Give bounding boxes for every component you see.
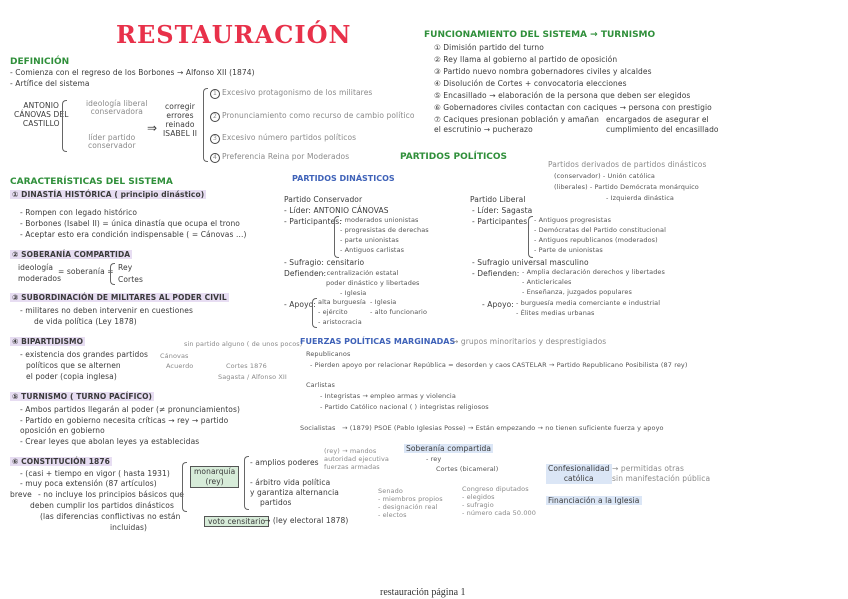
c4-side-4: Cortes 1876 [226, 362, 267, 370]
c6-rey-text: (rey) [205, 477, 224, 486]
page-title: RESTAURACIÓN [116, 20, 352, 49]
lider-l1: líder partido [88, 133, 136, 142]
c4-title: ④ BIPARTIDISMO [12, 337, 84, 346]
conservador-lider: - Líder: ANTONIO CÁNOVAS [284, 206, 389, 215]
congreso-block [462, 485, 536, 517]
arrow-icon: ⇒ [147, 121, 158, 135]
corregir-l3: reinado [165, 120, 195, 129]
liberal-part-4: - Parte de unionistas [534, 246, 603, 254]
c6-line-5: (las diferencias conflictivas no están [40, 512, 181, 521]
c2-brace [110, 263, 115, 285]
c4-line-3: el poder (copia inglesa) [26, 372, 117, 381]
liberal-part-brace [528, 216, 533, 258]
antonio-l1: ANTONIO [23, 101, 60, 110]
confesionalidad-note-l2: sin manifestación pública [612, 474, 711, 483]
marginadas-sub: → grupos minoritarios y desprestigiados [452, 337, 607, 346]
error-4: 4 Preferencia Reina por Moderados [210, 152, 349, 163]
liberal-defienden: - Defienden: [472, 269, 520, 278]
error-1: 1 Excesivo protagonismo de los militares [210, 88, 372, 99]
derivados-heading: Partidos derivados de partidos dinásticos [548, 160, 707, 169]
func-note [606, 115, 719, 135]
caracteristicas-heading: CARACTERÍSTICAS DEL SISTEMA [10, 177, 173, 187]
c6-voto: voto censitario [204, 516, 269, 527]
c6-arbitro-l3: partidos [260, 498, 292, 507]
republicanos-2: CASTELAR → Partido Republicano Posibilista (87 rey) [512, 361, 688, 369]
republicanos-1: - Pierden apoyo por relacionar República = desorden y caos [310, 361, 511, 369]
soberania-title: Soberanía compartida [406, 444, 492, 453]
conservador-ap-2: - ejército [318, 308, 348, 316]
func-item-5: ⑤ Encasillado → elaboración de la persona que deben ser elegidos [434, 91, 691, 100]
conservador-part-3: - parte unionistas [340, 236, 399, 244]
liberal-part-2: - Demócratas del Partido constitucional [534, 226, 666, 234]
senado-l1: Senado [378, 487, 403, 495]
c6-arbitro [250, 478, 339, 508]
c1-line-1: - Rompen con legado histórico [20, 208, 138, 217]
conservador-ap-5: - alto funcionario [370, 308, 428, 316]
conservador-def-3: - Iglesia [340, 289, 367, 297]
liberal-def-2: - Anticlericales [522, 278, 572, 286]
c5-title: ⑤ TURNISMO ( TURNO PACÍFICO) [12, 392, 153, 401]
ideologia-l1: ideología liberal [86, 99, 148, 108]
ideologia-l2: conservadora [90, 107, 143, 116]
func-item-1: ① Dimisión partido del turno [434, 43, 544, 52]
liberal-part: - Participantes: [472, 217, 530, 226]
c4-line-1: - existencia dos grandes partidos [20, 350, 149, 359]
senado-l2: - miembros propios [378, 495, 443, 503]
conservador-ap-1: alta burguesía [318, 298, 367, 306]
conservador-apoyo: - Apoyo: [284, 300, 316, 309]
c2-title: ② SOBERANÍA COMPARTIDA [12, 250, 131, 259]
conservador-part-2: - progresistas de derechas [340, 226, 429, 234]
marginadas-heading: FUERZAS POLÍTICAS MARGINADAS [300, 337, 456, 346]
soberania-rey: - rey [426, 455, 442, 463]
rey-note-l1: (rey) → mandos [324, 447, 377, 455]
liberal-part-1: - Antiguos progresistas [534, 216, 612, 224]
conservador-title: Partido Conservador [284, 195, 363, 204]
c6-line-1: - (casi + tiempo en vigor ( hasta 1931) [20, 469, 170, 478]
c2-rey: Rey [118, 263, 133, 272]
c2-l2: moderados [18, 274, 62, 283]
conservador-ap-4: - Iglesia [370, 298, 397, 306]
carlistas-label: Carlistas [306, 381, 336, 389]
confesionalidad-title [546, 464, 612, 484]
conservador-sufragio: - Sufragio: censitario [284, 258, 365, 267]
congreso-l2: - elegidos [462, 493, 495, 501]
c2-cortes: Cortes [118, 275, 143, 284]
c2-sob: = soberanía = [58, 267, 114, 276]
antonio-brace [62, 100, 67, 152]
dinasticos-heading: PARTIDOS DINÁSTICOS [292, 174, 395, 183]
derivados-2: (liberales) - Partido Demócrata monárquico [554, 183, 699, 191]
c6-ley-text: (ley electoral 1878) [272, 516, 349, 525]
c1-title: ① DINASTÍA HISTÓRICA ( principio dinástico) [12, 190, 205, 199]
carlistas-2: - Partido Católico nacional ( ) integristas religiosos [320, 403, 489, 411]
c3-line-2: de vida política (Ley 1878) [34, 317, 137, 326]
c6-line-3: - no incluye los principios básicos que [38, 490, 185, 499]
derivados-3: - Izquierda dinástica [606, 194, 674, 202]
c4-side-5: Sagasta / Alfonso XII [218, 373, 287, 381]
func-item-4: ④ Disolución de Cortes + convocatoria elecciones [434, 79, 627, 88]
definicion-line-1: - Comienza con el regreso de los Borbones → Alfonso XII (1874) [10, 68, 255, 77]
conservador-part-4: - Antiguos carlistas [340, 246, 405, 254]
carlistas-1: - Integristas → empleo armas y violencia [320, 392, 456, 400]
conservador-part-brace [334, 216, 339, 258]
corregir-block [163, 102, 197, 138]
func-item-3: ③ Partido nuevo nombra gobernadores civiles y alcaldes [434, 67, 652, 76]
definicion-heading: DEFINICIÓN [10, 57, 70, 67]
c5-line-1: - Ambos partidos llegarán al poder (≠ pronunciamientos) [20, 405, 241, 414]
c4-side-3: Acuerdo [166, 362, 194, 370]
page-footer: restauración página 1 [380, 587, 466, 598]
c6-monarquia-text: monarquía [194, 467, 236, 476]
conservador-part-1: - moderados unionistas [340, 216, 419, 224]
c1-line-2: - Borbones (Isabel II) = única dinastía que ocupa el trono [20, 219, 240, 228]
soberania-cortes: Cortes (bicameral) [436, 465, 499, 473]
confesionalidad-note [612, 464, 710, 484]
func-item-2: ② Rey llama al gobierno al partido de oposición [434, 55, 618, 64]
func-note-l1: encargados de asegurar el [606, 115, 709, 124]
c6-title: ⑥ CONSTITUCIÓN 1876 [12, 457, 110, 466]
rey-note-l3: fuerzas armadas [324, 463, 380, 471]
senado-l3: - designación real [378, 503, 438, 511]
liberal-apoyo: - Apoyo: [482, 300, 514, 309]
conservador-def-1: - centralización estatal [322, 269, 399, 277]
c6-brace-2 [244, 456, 249, 510]
senado-block [378, 487, 443, 519]
error-3-text: Excesivo número partidos políticos [222, 133, 357, 142]
liberal-title: Partido Liberal [470, 195, 526, 204]
c6-arbitro-l1: - árbitro vida política [250, 478, 331, 487]
conservador-def-2: poder dinástico y libertades [326, 279, 420, 287]
error-2-text: Pronunciamiento como recurso de cambio político [222, 111, 415, 120]
confesionalidad-l2: católica [563, 474, 594, 483]
c3-line-1: - militares no deben intervenir en cuestiones [20, 306, 193, 315]
antonio-l2: CÁNOVAS DEL [14, 110, 69, 119]
liberal-sufragio: - Sufragio universal masculino [472, 258, 589, 267]
c6-brace [182, 462, 187, 512]
liberal-def-1: - Amplia declaración derechos y libertades [522, 268, 666, 276]
func-note-l2: cumplimiento del encasillado [606, 125, 719, 134]
republicanos-label: Republicanos [306, 350, 351, 358]
iglesia-financiacion: Financiación a la Iglesia [548, 496, 640, 505]
confesionalidad-note-l1: → permitidas otras [612, 464, 684, 473]
liberal-def-3: - Enseñanza, juzgados populares [522, 288, 632, 296]
c6-breve: breve [10, 490, 32, 499]
conservador-defienden: Defienden: [284, 269, 327, 278]
socialistas-text: → (1879) PSOE (Pablo Iglesias Posse) → Están empezando → no tienen suficiente fuerza y apoyo [342, 424, 664, 432]
definicion-line-2: - Artífice del sistema [10, 79, 90, 88]
func-item-6: ⑥ Gobernadores civiles contactan con caciques → persona con prestigio [434, 103, 712, 112]
congreso-l4: - número cada 50.000 [462, 509, 537, 517]
c6-arbitro-l2: y garantiza alternancia [250, 488, 339, 497]
liberal-lider: - Líder: Sagasta [472, 206, 533, 215]
c6-ley: → (ley electoral 1878) [264, 516, 349, 525]
error-2: 2 Pronunciamiento como recurso de cambio político [210, 111, 415, 122]
c4-side-1: sin partido alguno ( de unos pocos) [184, 340, 303, 348]
c3-title: ③ SUBORDINACIÓN DE MILITARES AL PODER CIVIL [12, 293, 227, 302]
senado-l4: - electos [378, 511, 407, 519]
func-item-7: ⑦ Caciques presionan población y amañan el escrutinio → pucherazo [434, 115, 599, 134]
funcionamiento-heading: FUNCIONAMIENTO DEL SISTEMA → TURNISMO [424, 30, 656, 40]
antonio-canovas-block [14, 101, 68, 128]
liberal-ap-1: - burguesía media comerciante e industrial [516, 299, 661, 307]
c6-line-4: deben cumplir los partidos dinásticos [30, 501, 174, 510]
lider-block [88, 134, 136, 150]
congreso-l3: - sufragio [462, 501, 494, 509]
congreso-l1: Congreso diputados [462, 485, 529, 493]
liberal-part-3: - Antiguos republicanos (moderados) [534, 236, 658, 244]
c5-line-2: - Partido en gobierno necesita críticas → rey → partido oposición en gobierno [20, 416, 229, 435]
derivados-1: (conservador) - Unión católica [554, 172, 655, 180]
conservador-part: - Participantes: [284, 217, 342, 226]
confesionalidad-l1: Confesionalidad [548, 464, 610, 473]
corregir-l4: ISABEL II [163, 129, 198, 138]
lider-l2: conservador [88, 141, 136, 150]
rey-note [324, 447, 389, 471]
corregir-l1: corregir [165, 102, 195, 111]
rey-note-l2: autoridad ejecutiva [324, 455, 389, 463]
socialistas-label: Socialistas [300, 424, 336, 432]
c1-line-3: - Aceptar esto era condición indispensable ( = Cánovas ...) [20, 230, 247, 239]
c2-sob-text: soberanía [66, 267, 105, 276]
error-4-text: Preferencia Reina por Moderados [222, 152, 350, 161]
conservador-ap-3: - aristocracia [318, 318, 362, 326]
ideologia-block [86, 100, 148, 116]
corregir-l2: errores [166, 111, 194, 120]
errores-brace [203, 88, 208, 162]
c2-l1: ideología [18, 263, 54, 272]
c5-line-3: - Crear leyes que abolan leyes ya establecidas [20, 437, 200, 446]
error-3: 3 Excesivo número partidos políticos [210, 133, 356, 144]
c6-amplios: - amplios poderes [250, 458, 319, 467]
liberal-ap-2: - Élites medias urbanas [516, 309, 595, 317]
c6-line-6: incluidas) [110, 523, 148, 532]
antonio-l3: CASTILLO [22, 119, 60, 128]
c6-line-2: - muy poca extensión (87 artículos) [20, 479, 157, 488]
error-1-text: Excesivo protagonismo de los militares [222, 88, 373, 97]
partidos-heading: PARTIDOS POLÍTICOS [400, 152, 508, 162]
c4-side-2: Cánovas [160, 352, 189, 360]
c4-line-2: políticos que se alternen [26, 361, 121, 370]
conservador-apoyo-brace [312, 298, 317, 328]
c6-monarquia [190, 466, 239, 488]
